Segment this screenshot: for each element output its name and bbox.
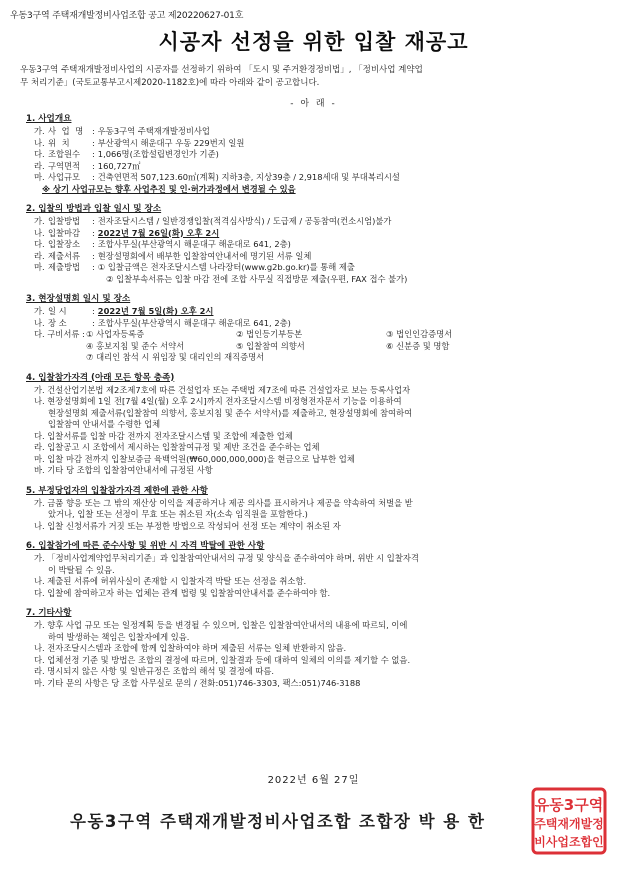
section-divider-label: - 아 래 -	[290, 99, 337, 109]
list-item: 라. 명시되지 않은 사항 및 일반규정은 조합의 해석 및 결정에 따름.	[34, 666, 275, 676]
section-other-matters	[26, 607, 616, 689]
section-heading: 3. 현장설명회 일시 및 장소	[26, 294, 131, 304]
list-item: 마. 사업규모 : 건축연면적 507,123.60㎡(계획) 지하3층, 지상39층 / 2,918세대 및 부대복리시설	[34, 172, 400, 182]
list-item: 가. 사 업 명 : 우동3구역 주택재개발정비사업	[34, 126, 210, 136]
section-business-overview	[26, 113, 616, 195]
list-item: 가. 건설산업기본법 제2조제7호에 따른 건설업자 또는 주택법 제7조에 따른 건설업자로 보는 등록사업자	[34, 384, 411, 395]
required-documents	[26, 329, 616, 364]
section-heading: 6. 입찰참가에 따른 준수사항 및 위반 시 자격 박탈에 관한 사항	[26, 541, 265, 551]
seal-text-line: 주택재개발정	[534, 817, 604, 831]
document-item: ⑦ 대리인 참석 시 위임장 및 대리인의 재직증명서	[86, 352, 265, 362]
notice-number: 우동3구역 주택재개발정비사업조합 공고 제20220627-01호	[10, 11, 244, 21]
intro-line: 우동3구역 주택재개발정비사업의 시공자를 선정하기 위하여 「도시 및 주거환경정비법」, 「정비사업 계약업	[20, 65, 423, 75]
section-heading: 4. 입찰참가자격 (아래 모든 항목 충족)	[26, 372, 175, 383]
list-item-continuation: 이 박탈될 수 있음.	[48, 564, 115, 575]
seal-text-line: 유동3구역	[534, 796, 604, 814]
section-site-briefing	[26, 293, 616, 364]
section-bidding-method	[26, 203, 616, 285]
list-item: 가. 입찰방법 : 전자조달시스템 / 일반경쟁입찰(적격심사방식) / 도급제 / 공동참여(컨소시엄)불가	[34, 216, 392, 226]
document-item: ③ 법인인감증명서	[386, 329, 453, 339]
docs-label: 다. 구비서류 :	[34, 329, 85, 339]
list-item: 나. 현장설명회에 1일 전[7월 4일(월) 오후 2시]까지 전자조달시스템 비정형전자문서 기능을 이용하여	[34, 396, 402, 406]
section-unfair-bidder	[26, 485, 616, 533]
list-item: 다. 입찰장소 : 조합사무실(부산광역시 해운대구 해운대로 641, 2층)	[34, 239, 291, 249]
document-title: 시공자 선정을 위한 입찰 재공고	[158, 30, 469, 54]
document-item: ② 법인등기부등본	[236, 329, 303, 339]
document-item: ① 사업자등록증	[86, 329, 145, 339]
list-item: 라. 입찰공고 시 조합에서 제시하는 입찰참여규정 및 제반 조건을 준수하는 업체	[34, 442, 320, 452]
notice-body	[26, 113, 616, 697]
list-item: 나. 장 소 : 조합사무실(부산광역시 해운대구 해운대로 641, 2층)	[34, 317, 291, 328]
list-item: 나. 위 치 : 부산광역시 해운대구 우동 229번지 일원	[34, 137, 245, 148]
document-item: ④ 홍보지침 및 준수 서약서	[86, 340, 185, 351]
list-item: 다. 입찰서류를 입찰 마감 전까지 전자조달시스템 및 조합에 제출한 업체	[34, 430, 293, 441]
section-compliance	[26, 540, 616, 599]
list-item: 다. 조합원수 : 1,066명(조합설립변경인가 기준)	[34, 149, 219, 159]
seal-text-line: 비사업조합인	[534, 835, 604, 849]
list-item: 나. 입찰 신청서류가 거짓 또는 부정한 방법으로 작성되어 선정 또는 계약이 취소된 자	[34, 520, 341, 531]
section-eligibility	[26, 372, 616, 477]
list-item-continuation: 하여 발생하는 책임은 입찰자에게 있음.	[48, 631, 190, 642]
section-heading: 1. 사업개요	[26, 114, 72, 124]
list-item: 나. 제출된 서류에 허위사실이 존재할 시 입찰자격 박탈 또는 선정을 취소함.	[34, 576, 307, 586]
document-item: ⑥ 신분증 및 명함	[386, 340, 450, 351]
document-item: ⑤ 입찰참여 의향서	[236, 340, 305, 351]
list-item-continuation: 았거나, 입찰 또는 선정이 무효 또는 취소된 자(소속 임직원을 포함한다.)	[48, 509, 308, 519]
list-item: 가. 향후 사업 규모 또는 일정계획 등을 변경될 수 있으며, 입찰은 입찰참여안내서의 내용에 따르되, 이에	[34, 620, 408, 630]
list-item: 다. 업체선정 기준 및 방법은 조합의 결정에 따르며, 입찰결과 등에 대하여 일체의 이의를 제기할 수 없음.	[34, 654, 411, 665]
intro-line: 무 처리기준」(국토교통부고시제2020-1182호)에 따라 아래와 같이 공고합니다.	[20, 78, 320, 88]
list-item: 나. 입찰마감 : 2022년 7월 26일(화) 오후 2시	[34, 227, 220, 238]
list-item: 바. 기타 당 조합의 입찰참여안내서에 규정된 사항	[34, 465, 213, 475]
list-item: 나. 전자조달시스템과 조합에 함께 입찰하여야 하며 제출된 서류는 일체 반환하지 않음.	[34, 643, 347, 653]
intro-paragraph	[20, 64, 610, 90]
list-item: 가. 「정비사업계약업무처리기준」과 입찰참여안내서의 규정 및 양식을 준수하여야 하며, 위반 시 입찰자격	[34, 553, 419, 563]
signature-line: 우동3구역 주택재개발정비사업조합 조합장 박 용 한	[70, 812, 486, 831]
section-heading: 7. 기타사항	[26, 608, 72, 618]
list-item: 가. 금품 향응 또는 그 밖의 재산상 이익을 제공하거나 제공 의사를 표시하거나 제공을 약속하여 처벌을 받	[34, 497, 413, 508]
list-item: 마. 제출방법 : ① 입찰금액은 전자조달시스템 나라장터(www.g2b.go.kr)를 통해 제출	[34, 262, 355, 272]
official-seal-icon	[530, 786, 608, 856]
section-note: ※ 상기 사업규모는 향후 사업추진 및 인·허가과정에서 변경될 수 있음	[42, 183, 296, 194]
list-item: 마. 입찰 마감 전까지 입찰보증금 육백억원(₩60,000,000,000)을 현금으로 납부한 업체	[34, 453, 355, 464]
notice-date: 2022년 6월 27일	[267, 775, 360, 786]
list-item: 라. 제출서류 : 현장설명회에서 배부한 입찰참여안내서에 명기된 서류 일체	[34, 250, 312, 261]
section-heading: 2. 입찰의 방법과 입찰 일시 및 장소	[26, 204, 162, 214]
section-heading: 5. 부정당업자의 입찰참가자격 제한에 관한 사항	[26, 485, 208, 496]
list-item-continuation: 입찰참여 안내서를 수령한 업체	[48, 419, 161, 429]
list-item: 마. 기타 문의 사항은 당 조합 사무실로 문의 / 전화:051)746-3303, 팩스:051)746-3188	[34, 677, 361, 688]
list-item: 다. 입찰에 참여하고자 하는 업체는 관계 법령 및 입찰참여안내서를 준수하여야 함.	[34, 587, 331, 598]
list-item: 가. 일 시 : 2022년 7월 5일(화) 오후 2시	[34, 306, 214, 316]
list-item-continuation: ② 입찰부속서류는 입찰 마감 전에 조합 사무실 직접방문 제출(우편, FAX 접수 불가)	[106, 273, 408, 284]
list-item: 라. 구역면적 : 160,727㎡	[34, 160, 141, 171]
list-item-continuation: 현장설명회 제출서류(입찰참여 의향서, 홍보지침 및 준수 서약서)를 제출하고, 현장설명회에 참여하여	[48, 407, 413, 418]
